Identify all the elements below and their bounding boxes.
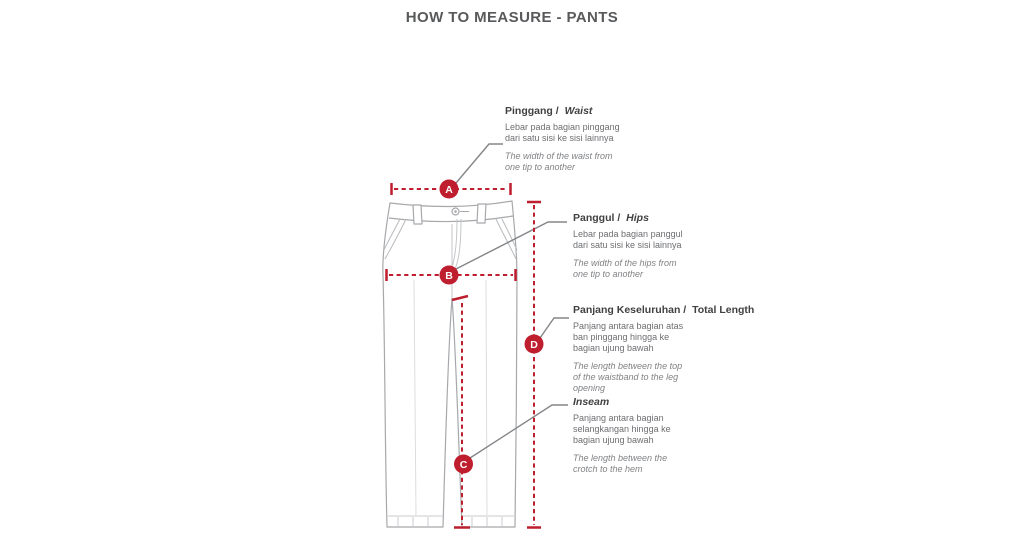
- section-desc-en: [573, 258, 683, 280]
- marker-c-label: C: [459, 458, 468, 471]
- desc-line: The length between the: [573, 453, 668, 463]
- desc-line: Panjang antara bagian: [573, 413, 664, 423]
- section-title-total-length: [573, 304, 754, 316]
- section-desc-en: [573, 453, 671, 475]
- desc-line: Lebar pada bagian panggul: [573, 229, 683, 239]
- section-title-hips: [573, 212, 683, 224]
- pants-outline: [383, 201, 517, 527]
- desc-line: of the waistband to the leg: [573, 372, 679, 382]
- section-title-id: Panggul /: [573, 212, 621, 224]
- section-desc-id: [573, 413, 671, 446]
- measure-section-inseam: [573, 396, 671, 475]
- section-desc-id: [505, 122, 620, 144]
- section-title-en: Inseam: [573, 396, 610, 408]
- desc-line: The length between the top: [573, 361, 683, 371]
- measure-line-total-length: [527, 202, 541, 528]
- section-desc-id: [573, 321, 754, 354]
- measure-section-waist: [505, 105, 620, 173]
- desc-line: one tip to another: [573, 269, 644, 279]
- section-title-inseam: [573, 396, 671, 408]
- section-title-en: Hips: [626, 212, 649, 224]
- desc-line: opening: [573, 383, 606, 393]
- belt-loop-right: [477, 204, 486, 223]
- marker-a-label: A: [445, 183, 453, 196]
- marker-b-label: B: [445, 269, 453, 282]
- leader-line-total-length: [540, 318, 569, 338]
- desc-line: crotch to the hem: [573, 464, 643, 474]
- section-desc-en: [573, 361, 754, 394]
- marker-d-label: D: [530, 338, 538, 351]
- desc-line: ban pinggang hingga ke: [573, 332, 670, 342]
- desc-line: dari satu sisi ke sisi lainnya: [505, 133, 614, 143]
- section-title-id: Panjang Keseluruhan /: [573, 304, 687, 316]
- desc-line: bagian ujung bawah: [573, 435, 654, 445]
- belt-loop-left: [413, 205, 422, 224]
- section-title-en: Total Length: [692, 304, 755, 316]
- section-title-id: Pinggang /: [505, 105, 559, 117]
- section-desc-en: [505, 151, 620, 173]
- measure-section-hips: [573, 212, 683, 280]
- desc-line: Panjang antara bagian atas: [573, 321, 684, 331]
- section-title-en: Waist: [564, 105, 593, 117]
- desc-line: The width of the hips from: [573, 258, 677, 268]
- section-desc-id: [573, 229, 683, 251]
- desc-line: The width of the waist from: [505, 151, 613, 161]
- pants-illustration: [383, 201, 517, 527]
- desc-line: selangkangan hingga ke: [573, 424, 671, 434]
- measure-section-total-length: [573, 304, 754, 394]
- desc-line: Lebar pada bagian pinggang: [505, 122, 620, 132]
- leader-line-waist: [456, 144, 503, 183]
- section-title-waist: [505, 105, 620, 117]
- desc-line: bagian ujung bawah: [573, 343, 654, 353]
- button-center: [454, 210, 457, 213]
- desc-line: one tip to another: [505, 162, 576, 172]
- page-title: HOW TO MEASURE - PANTS: [405, 9, 619, 26]
- desc-line: dari satu sisi ke sisi lainnya: [573, 240, 682, 250]
